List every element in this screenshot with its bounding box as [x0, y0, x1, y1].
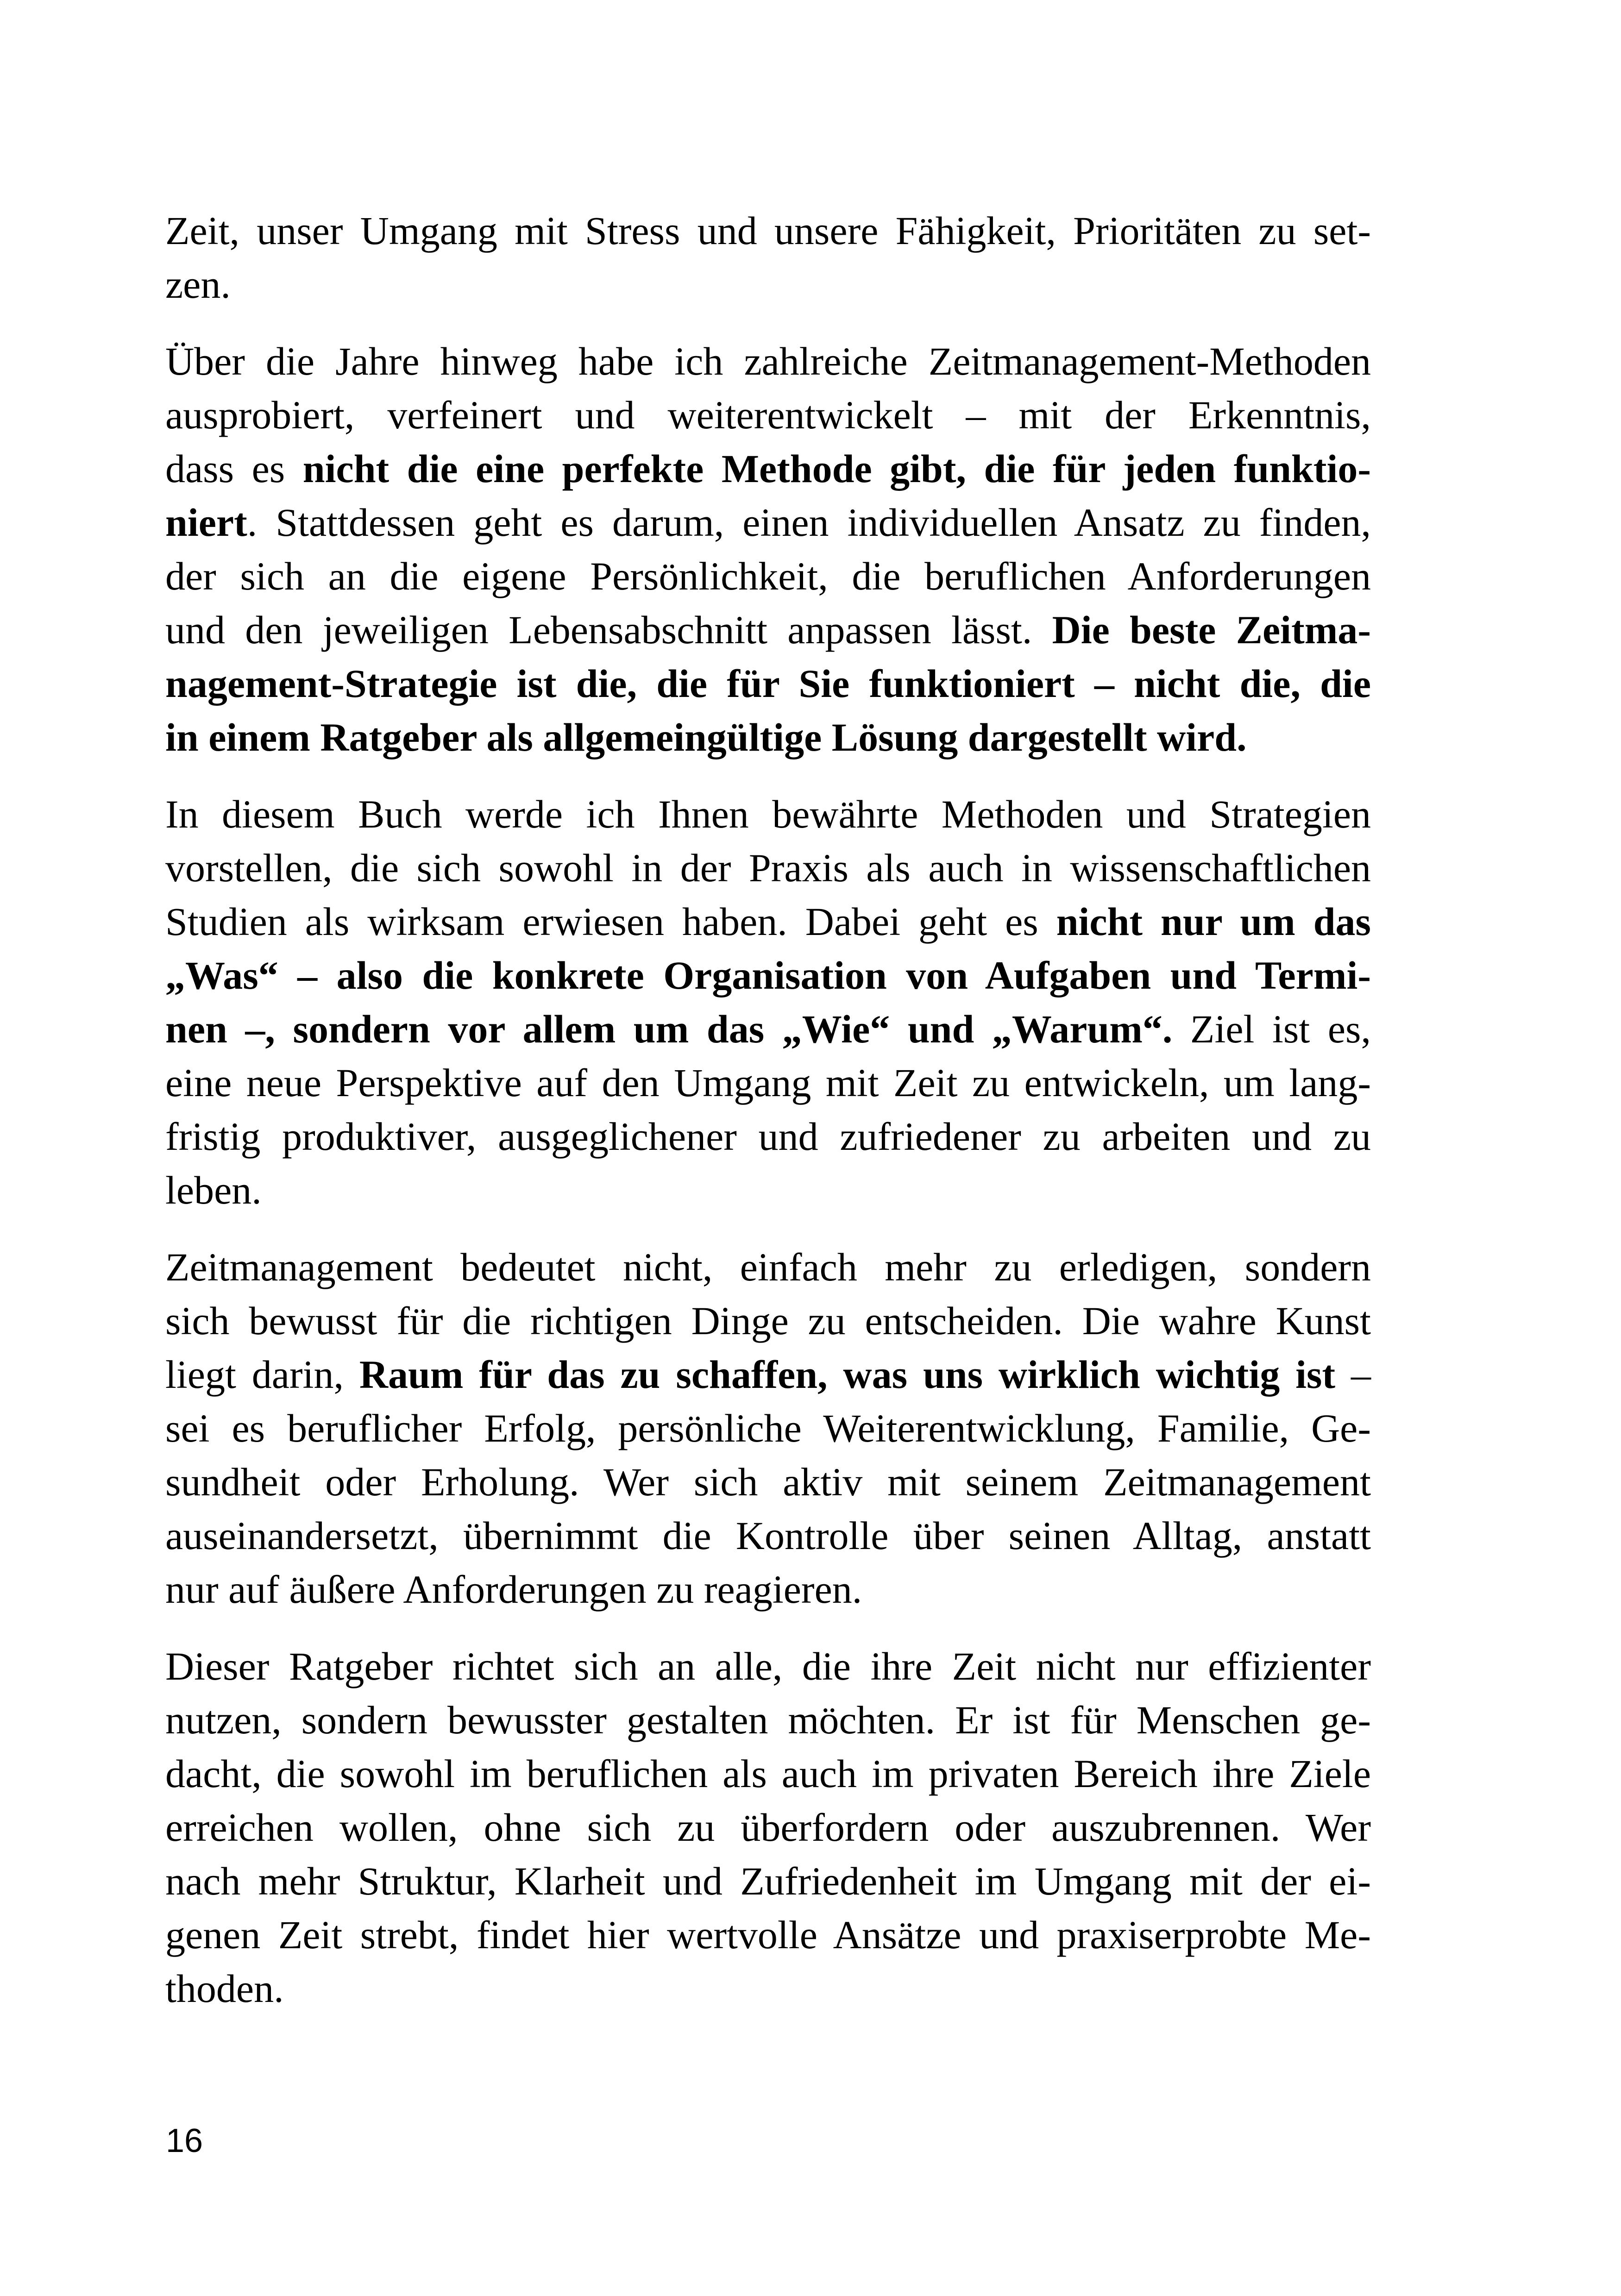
text-line [165, 1110, 1371, 1163]
text-line [165, 948, 1371, 1002]
text-line [165, 841, 1371, 895]
text-run: ausprobiert, verfeinert und weiterentwickelt – mit der Erkenntnis, [165, 393, 1371, 437]
text-line [165, 1747, 1371, 1800]
text-line [165, 442, 1371, 496]
text-line [165, 603, 1371, 657]
text-line [165, 1562, 1371, 1616]
text-line [165, 657, 1371, 710]
page-number: 16 [166, 2122, 203, 2159]
paragraph [165, 1240, 1371, 1616]
text-line [165, 1240, 1371, 1294]
body-text [165, 204, 1371, 2039]
bold-text: in einem Ratgeber als allgemeingültige Lösung dargestellt wird. [165, 715, 1247, 759]
bold-text: Raum für das zu schaffen, was uns wirklich wichtig ist [359, 1352, 1336, 1397]
bold-text: nicht die eine perfekte Methode gibt, die für jeden funktio- [302, 446, 1371, 491]
text-run: Zeitmanagement bedeutet nicht, einfach mehr zu erledigen, sondern [165, 1245, 1371, 1289]
text-line [165, 496, 1371, 549]
text-line [165, 549, 1371, 603]
text-line [165, 1908, 1371, 1962]
text-line [165, 1509, 1371, 1562]
text-run: der sich an die eigene Persönlichkeit, die beruflichen Anforderungen [165, 554, 1371, 598]
text-run: nur auf äußere Anforderungen zu reagieren. [165, 1567, 862, 1612]
text-line [165, 1401, 1371, 1455]
bold-text: nen –, sondern vor allem um das „Wie“ und „Warum“. [165, 1007, 1173, 1051]
text-line [165, 1639, 1371, 1693]
text-run: eine neue Perspektive auf den Umgang mit Zeit zu entwickeln, um lang- [165, 1060, 1371, 1105]
text-run: nutzen, sondern bewusster gestalten möchten. Er ist für Menschen ge- [165, 1698, 1371, 1742]
text-run: erreichen wollen, ohne sich zu überfordern oder auszubrennen. Wer [165, 1805, 1371, 1850]
text-line [165, 1294, 1371, 1348]
text-line [165, 1962, 1371, 2015]
text-run: liegt darin, [165, 1352, 359, 1397]
text-run: thoden. [165, 1966, 284, 2011]
text-line [165, 388, 1371, 442]
text-run: und den jeweiligen Lebensabschnitt anpassen lässt. [165, 608, 1052, 652]
text-run: auseinandersetzt, übernimmt die Kontrolle über seinen Alltag, anstatt [165, 1513, 1371, 1558]
text-run: dacht, die sowohl im beruflichen als auch im privaten Bereich ihre Ziele [165, 1751, 1371, 1796]
text-line [165, 334, 1371, 388]
bold-text: niert [165, 500, 247, 545]
text-run: sundheit oder Erholung. Wer sich aktiv mit seinem Zeitmanagement [165, 1460, 1371, 1504]
text-line [165, 204, 1371, 257]
text-run: leben. [165, 1168, 262, 1212]
bold-text: Die beste Zeitma- [1052, 608, 1371, 652]
text-run: Ziel ist es, [1172, 1007, 1371, 1051]
text-line [165, 1056, 1371, 1110]
text-line [165, 787, 1371, 841]
text-line [165, 1163, 1371, 1217]
text-run: Zeit, unser Umgang mit Stress und unsere Fähigkeit, Prioritäten zu set- [165, 208, 1371, 253]
text-line [165, 895, 1371, 948]
text-run: genen Zeit strebt, findet hier wertvolle Ansätze und praxiserprobte Me- [165, 1913, 1371, 1957]
paragraph [165, 1639, 1371, 2015]
text-line [165, 1002, 1371, 1056]
text-line [165, 1693, 1371, 1747]
paragraph [165, 787, 1371, 1217]
text-run: – [1335, 1352, 1371, 1397]
text-line [165, 1854, 1371, 1908]
paragraph [165, 334, 1371, 764]
text-run: sei es beruflicher Erfolg, persönliche Weiterentwicklung, Familie, Ge- [165, 1406, 1371, 1450]
text-run: dass es [165, 446, 303, 491]
paragraph [165, 204, 1371, 311]
text-run: In diesem Buch werde ich Ihnen bewährte Methoden und Strategien [165, 792, 1371, 836]
text-line [165, 1455, 1371, 1509]
bold-text: nicht nur um das [1056, 899, 1371, 944]
text-run: nach mehr Struktur, Klarheit und Zufriedenheit im Umgang mit der ei- [165, 1859, 1371, 1903]
text-line [165, 1800, 1371, 1854]
text-line [165, 257, 1371, 311]
text-run: . Stattdessen geht es darum, einen individuellen Ansatz zu finden, [247, 500, 1371, 545]
text-run: fristig produktiver, ausgeglichener und zufriedener zu arbeiten und zu [165, 1114, 1371, 1159]
text-line [165, 710, 1371, 764]
text-run: vorstellen, die sich sowohl in der Praxis als auch in wissenschaftlichen [165, 846, 1371, 890]
text-run: Dieser Ratgeber richtet sich an alle, die ihre Zeit nicht nur effizienter [165, 1644, 1371, 1688]
text-run: Studien als wirksam erwiesen haben. Dabei geht es [165, 899, 1056, 944]
text-run: Über die Jahre hinweg habe ich zahlreiche Zeitmanagement-Methoden [165, 339, 1371, 383]
bold-text: nagement-Strategie ist die, die für Sie funktioniert – nicht die, die [165, 661, 1371, 706]
bold-text: „Was“ – also die konkrete Organisation von Aufgaben und Termi- [165, 953, 1371, 997]
text-line [165, 1348, 1371, 1401]
text-run: zen. [165, 262, 231, 307]
text-run: sich bewusst für die richtigen Dinge zu entscheiden. Die wahre Kunst [165, 1299, 1371, 1343]
